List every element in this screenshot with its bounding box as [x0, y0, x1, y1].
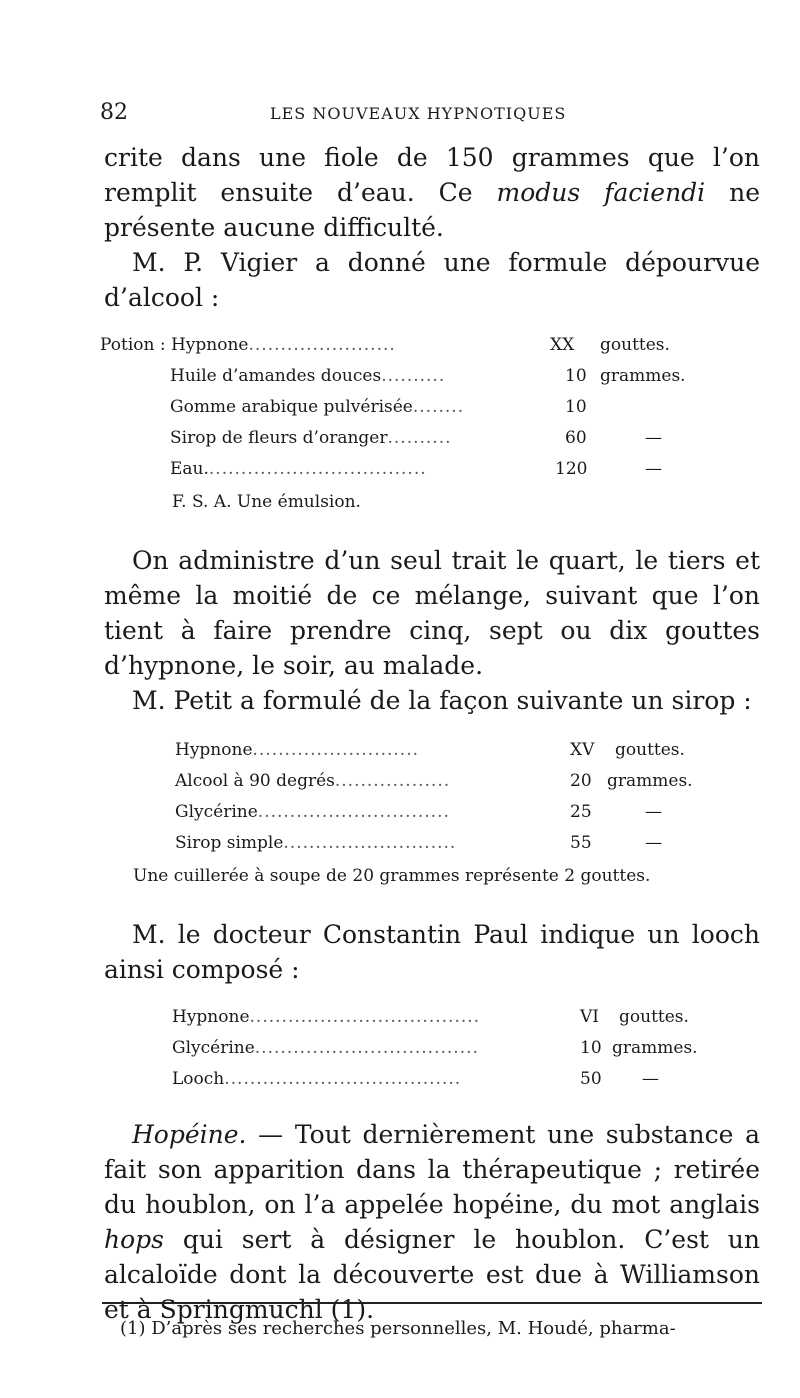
recipe-row: Glycérine.............................. 25 — — [175, 802, 662, 822]
footnote: (1) D’après ses recherches personnelles, M. Houdé, pharma- — [120, 1318, 676, 1339]
recipe-row: Sirop simple........................... 55 — — [175, 833, 662, 853]
recipe-row: Alcool à 90 degrés.................. 20 grammes. — [175, 771, 693, 791]
page-header — [100, 100, 760, 130]
paragraph-1: crite dans une fiole de 150 grammes que l’on remplit ensuite d’eau. Ce modus faciendi ne présente aucune difficulté. — [104, 143, 761, 242]
recipe-row: Sirop de fleurs d’oranger.......... 60 — — [170, 428, 662, 448]
paragraph-4: M. Petit a formulé de la façon suivante un sirop : — [132, 686, 752, 715]
page-number: 82 — [100, 100, 128, 125]
recipe-row: Eau................................... 120 — — [170, 459, 662, 479]
recipe-row: Looch..................................... 50 — — [172, 1069, 659, 1089]
running-head: LES NOUVEAUX HYPNOTIQUES — [270, 104, 567, 123]
paragraph-6: Hopéine. — Tout dernièrement une substance a fait son apparition dans la thérapeutique ; retirée du houblon, on l’a appelée hopéine, du mot anglais hops qui sert à désigner le houblon. C’est un alcaloïde dont la découverte est due à Williamson et à Springmuchl (1). — [104, 1120, 760, 1324]
recipe-row: Huile d’amandes douces.......... 10 grammes. — [170, 366, 686, 386]
recipe-note: F. S. A. Une émulsion. — [172, 492, 361, 512]
recipe-row: Hypnone.......................... XV gouttes. — [175, 740, 685, 760]
recipe-row: Gomme arabique pulvérisée........ 10 — [170, 397, 587, 417]
recipe-petit — [175, 735, 735, 859]
recipe-row: Hypnone.................................... VI gouttes. — [172, 1007, 689, 1027]
paragraph-3: On administre d’un seul trait le quart, le tiers et même la moitié de ce mélange, suivant que l’on tient à faire prendre cinq, sept ou dix gouttes d’hypnone, le soir, au malade. — [104, 546, 760, 680]
recipe-vigier — [100, 330, 720, 485]
paragraph-5: M. le docteur Constantin Paul indique un looch ainsi composé : — [104, 920, 760, 984]
recipe-constantin-paul — [172, 1002, 732, 1095]
recipe-row: Potion : Hypnone....................... XX gouttes. — [100, 335, 670, 355]
recipe-row: Glycérine................................... 10 grammes. — [172, 1038, 698, 1058]
recipe-note: Une cuillerée à soupe de 20 grammes représente 2 gouttes. — [133, 866, 651, 886]
footnote-rule — [102, 1302, 762, 1304]
paragraph-2: M. P. Vigier a donné une formule dépourvue d’alcool : — [104, 248, 760, 312]
